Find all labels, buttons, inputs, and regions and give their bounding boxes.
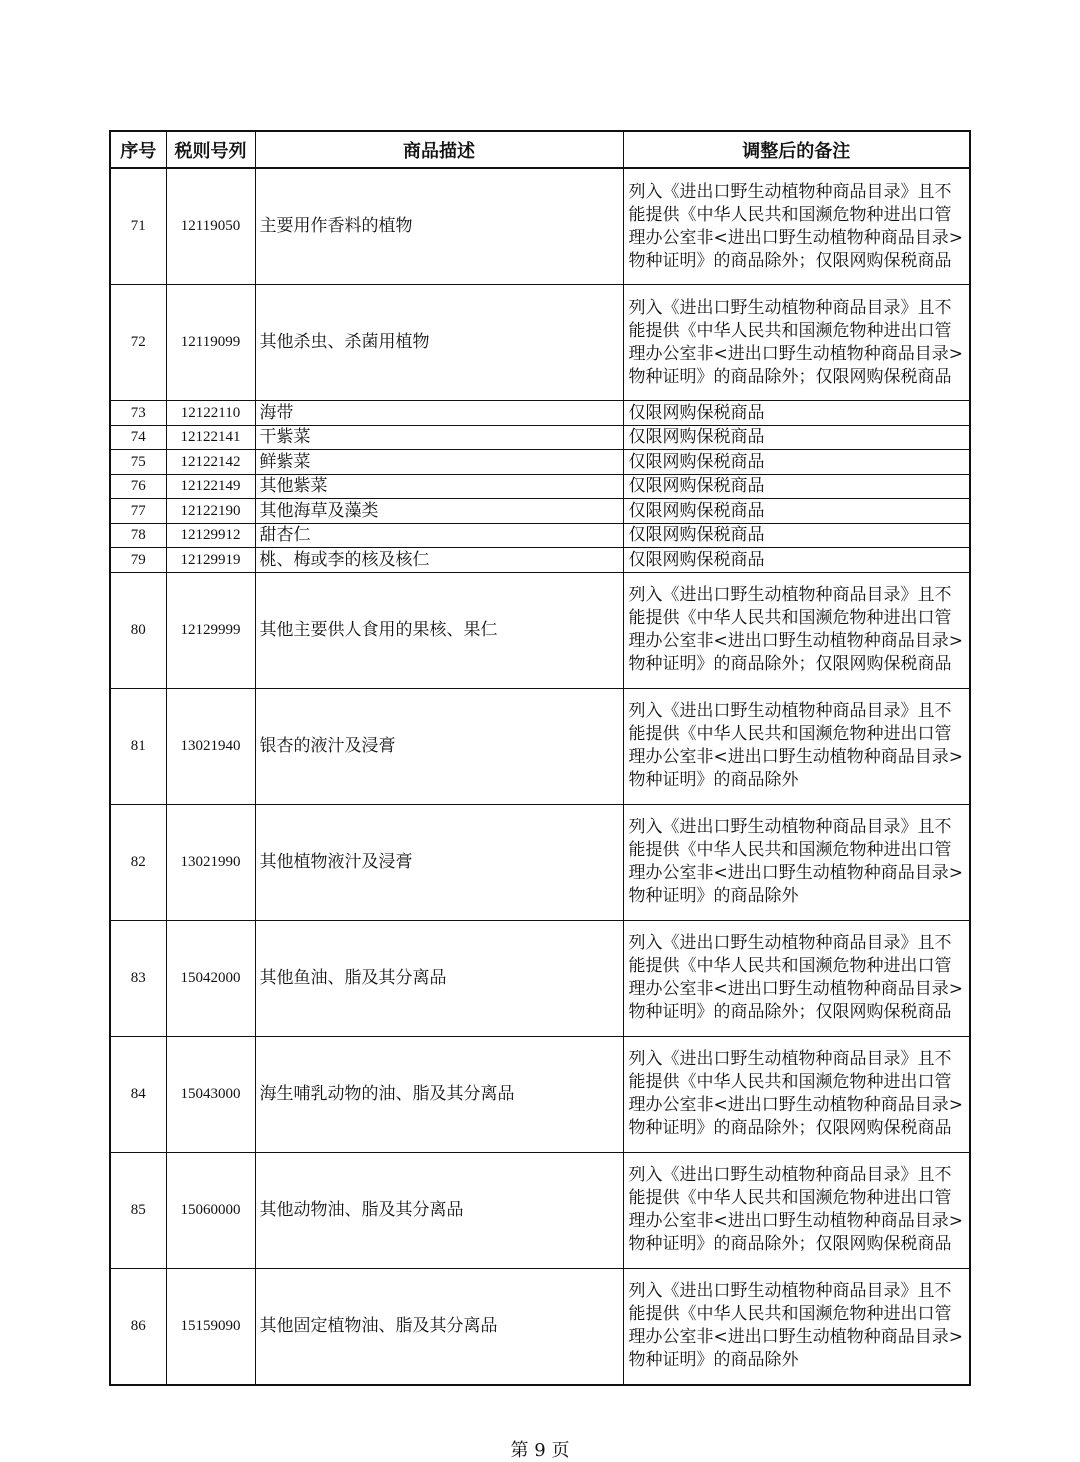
- cell-code: 15043000: [166, 1036, 255, 1152]
- cell-seq: 81: [110, 688, 166, 804]
- header-row: [110, 131, 970, 168]
- cell-seq: 72: [110, 285, 166, 401]
- cell-desc: 其他动物油、脂及其分离品: [255, 1152, 623, 1268]
- cell-seq: 84: [110, 1036, 166, 1152]
- table-row: [110, 1152, 970, 1268]
- cell-desc: 其他植物液汁及浸膏: [255, 804, 623, 920]
- cell-seq: 73: [110, 401, 166, 426]
- cell-desc: 主要用作香料的植物: [255, 168, 623, 285]
- table-row: [110, 572, 970, 688]
- cell-note: 列入《进出口野生动植物种商品目录》且不能提供《中华人民共和国濒危物种进出口管理办公室非<进出口野生动植物种商品目录>物种证明》的商品除外；仅限网购保税商品: [623, 1152, 970, 1268]
- table-row: [110, 523, 970, 548]
- table-body: [110, 168, 970, 1385]
- header-desc: 商品描述: [255, 131, 623, 168]
- cell-code: 12122149: [166, 474, 255, 499]
- cell-desc: 银杏的液汁及浸膏: [255, 688, 623, 804]
- cell-desc: 其他紫菜: [255, 474, 623, 499]
- cell-code: 12119099: [166, 285, 255, 401]
- table-row: [110, 474, 970, 499]
- cell-seq: 77: [110, 499, 166, 524]
- cell-note: 列入《进出口野生动植物种商品目录》且不能提供《中华人民共和国濒危物种进出口管理办公室非<进出口野生动植物种商品目录>物种证明》的商品除外: [623, 688, 970, 804]
- cell-note: 列入《进出口野生动植物种商品目录》且不能提供《中华人民共和国濒危物种进出口管理办公室非<进出口野生动植物种商品目录>物种证明》的商品除外: [623, 1268, 970, 1385]
- header-note: 调整后的备注: [623, 131, 970, 168]
- cell-desc: 鲜紫菜: [255, 450, 623, 475]
- table-row: [110, 804, 970, 920]
- cell-seq: 85: [110, 1152, 166, 1268]
- table-row: [110, 168, 970, 285]
- cell-desc: 海带: [255, 401, 623, 426]
- table-row: [110, 1036, 970, 1152]
- table-header: [110, 131, 970, 168]
- cell-seq: 86: [110, 1268, 166, 1385]
- table-row: [110, 285, 970, 401]
- table-row: [110, 1268, 970, 1385]
- table-row: [110, 450, 970, 475]
- cell-code: 12129999: [166, 572, 255, 688]
- cell-code: 12122110: [166, 401, 255, 426]
- cell-code: 15042000: [166, 920, 255, 1036]
- table-row: [110, 548, 970, 573]
- cell-desc: 桃、梅或李的核及核仁: [255, 548, 623, 573]
- cell-note: 仅限网购保税商品: [623, 450, 970, 475]
- cell-code: 13021940: [166, 688, 255, 804]
- table-row: [110, 425, 970, 450]
- cell-desc: 其他固定植物油、脂及其分离品: [255, 1268, 623, 1385]
- cell-note: 仅限网购保税商品: [623, 474, 970, 499]
- cell-note: 列入《进出口野生动植物种商品目录》且不能提供《中华人民共和国濒危物种进出口管理办公室非<进出口野生动植物种商品目录>物种证明》的商品除外；仅限网购保税商品: [623, 572, 970, 688]
- cell-desc: 其他主要供人食用的果核、果仁: [255, 572, 623, 688]
- cell-seq: 79: [110, 548, 166, 573]
- page-number: 第 9 页: [510, 1440, 570, 1461]
- cell-note: 仅限网购保税商品: [623, 548, 970, 573]
- cell-seq: 76: [110, 474, 166, 499]
- cell-desc: 其他杀虫、杀菌用植物: [255, 285, 623, 401]
- cell-desc: 甜杏仁: [255, 523, 623, 548]
- header-seq: 序号: [110, 131, 166, 168]
- cell-seq: 80: [110, 572, 166, 688]
- cell-seq: 83: [110, 920, 166, 1036]
- cell-note: 仅限网购保税商品: [623, 425, 970, 450]
- table-row: [110, 920, 970, 1036]
- cell-seq: 74: [110, 425, 166, 450]
- cell-seq: 78: [110, 523, 166, 548]
- table-row: [110, 401, 970, 426]
- table-row: [110, 688, 970, 804]
- cell-seq: 71: [110, 168, 166, 285]
- cell-desc: 其他鱼油、脂及其分离品: [255, 920, 623, 1036]
- cell-code: 15060000: [166, 1152, 255, 1268]
- cell-desc: 干紫菜: [255, 425, 623, 450]
- cell-code: 12129919: [166, 548, 255, 573]
- cell-code: 12122190: [166, 499, 255, 524]
- cell-note: 列入《进出口野生动植物种商品目录》且不能提供《中华人民共和国濒危物种进出口管理办公室非<进出口野生动植物种商品目录>物种证明》的商品除外；仅限网购保税商品: [623, 168, 970, 285]
- catalog-table-container: [109, 130, 969, 1386]
- cell-note: 列入《进出口野生动植物种商品目录》且不能提供《中华人民共和国濒危物种进出口管理办公室非<进出口野生动植物种商品目录>物种证明》的商品除外；仅限网购保税商品: [623, 1036, 970, 1152]
- cell-code: 12129912: [166, 523, 255, 548]
- cell-code: 12122142: [166, 450, 255, 475]
- cell-note: 仅限网购保税商品: [623, 523, 970, 548]
- header-code: 税则号列: [166, 131, 255, 168]
- cell-seq: 75: [110, 450, 166, 475]
- cell-seq: 82: [110, 804, 166, 920]
- cell-code: 15159090: [166, 1268, 255, 1385]
- cell-note: 列入《进出口野生动植物种商品目录》且不能提供《中华人民共和国濒危物种进出口管理办公室非<进出口野生动植物种商品目录>物种证明》的商品除外；仅限网购保税商品: [623, 920, 970, 1036]
- cell-desc: 其他海草及藻类: [255, 499, 623, 524]
- table-row: [110, 499, 970, 524]
- catalog-table: [109, 130, 971, 1386]
- cell-note: 列入《进出口野生动植物种商品目录》且不能提供《中华人民共和国濒危物种进出口管理办公室非<进出口野生动植物种商品目录>物种证明》的商品除外；仅限网购保税商品: [623, 285, 970, 401]
- cell-note: 列入《进出口野生动植物种商品目录》且不能提供《中华人民共和国濒危物种进出口管理办公室非<进出口野生动植物种商品目录>物种证明》的商品除外: [623, 804, 970, 920]
- cell-code: 13021990: [166, 804, 255, 920]
- cell-code: 12119050: [166, 168, 255, 285]
- cell-code: 12122141: [166, 425, 255, 450]
- cell-note: 仅限网购保税商品: [623, 499, 970, 524]
- cell-note: 仅限网购保税商品: [623, 401, 970, 426]
- cell-desc: 海生哺乳动物的油、脂及其分离品: [255, 1036, 623, 1152]
